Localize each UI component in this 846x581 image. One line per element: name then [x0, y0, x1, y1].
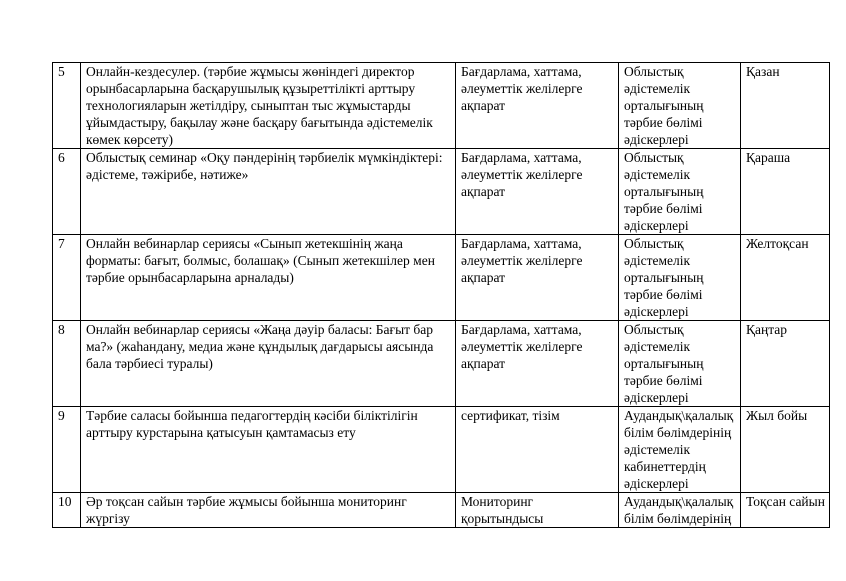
responsible-cell: Аудандық\қалалық білім бөлімдерінің әдістемелік кабинеттердің әдіскерлері — [619, 407, 741, 493]
responsible-cell: Облыстық әдістемелік орталығының тәрбие бөлімі әдіскерлері — [619, 149, 741, 235]
table-row — [53, 407, 830, 493]
responsible-cell: Облыстық әдістемелік орталығының тәрбие бөлімі әдіскерлері — [619, 63, 741, 149]
plan-table — [52, 62, 830, 528]
form-cell: Мониторинг қорытындысы — [456, 493, 619, 528]
table-row — [53, 235, 830, 321]
activity-cell: Тәрбие саласы бойынша педагогтердің кәсіби біліктілігін арттыру курстарына қатысуын қамтамасыз ету — [81, 407, 456, 493]
row-number: 8 — [53, 321, 81, 407]
table-row — [53, 63, 830, 149]
activity-cell: Әр тоқсан сайын тәрбие жұмысы бойынша мониторинг жүргізу — [81, 493, 456, 528]
responsible-cell: Аудандық\қалалық білім бөлімдерінің — [619, 493, 741, 528]
row-number: 6 — [53, 149, 81, 235]
table-row — [53, 149, 830, 235]
form-cell: Бағдарлама, хаттама, әлеуметтік желілерге ақпарат — [456, 149, 619, 235]
form-cell: сертификат, тізім — [456, 407, 619, 493]
row-number: 10 — [53, 493, 81, 528]
responsible-cell: Облыстық әдістемелік орталығының тәрбие бөлімі әдіскерлері — [619, 235, 741, 321]
form-cell: Бағдарлама, хаттама, әлеуметтік желілерге ақпарат — [456, 63, 619, 149]
term-cell: Қараша — [741, 149, 830, 235]
activity-cell: Облыстық семинар «Оқу пәндерінің тәрбиелік мүмкіндіктері: әдістеме, тәжірибе, нәтиже» — [81, 149, 456, 235]
responsible-cell: Облыстық әдістемелік орталығының тәрбие бөлімі әдіскерлері — [619, 321, 741, 407]
activity-cell: Онлайн-кездесулер. (тәрбие жұмысы жөніндегі директор орынбасарларына басқарушылық құзыреттілікті арттыру технологияларын жетілдіру, сыныптан тыс жұмыстарды ұйымдастыру, бақылау және басқару бағытында әдістемелік көмек көрсету) — [81, 63, 456, 149]
term-cell: Желтоқсан — [741, 235, 830, 321]
row-number: 5 — [53, 63, 81, 149]
term-cell: Қазан — [741, 63, 830, 149]
row-number: 7 — [53, 235, 81, 321]
table-row — [53, 321, 830, 407]
term-cell: Тоқсан сайын — [741, 493, 830, 528]
term-cell: Жыл бойы — [741, 407, 830, 493]
row-number: 9 — [53, 407, 81, 493]
activity-cell: Онлайн вебинарлар сериясы «Сынып жетекшінің жаңа форматы: бағыт, болмыс, болашақ» (Сынып жетекшілер мен тәрбие орынбасарларына арналады) — [81, 235, 456, 321]
term-cell: Қаңтар — [741, 321, 830, 407]
form-cell: Бағдарлама, хаттама, әлеуметтік желілерге ақпарат — [456, 321, 619, 407]
form-cell: Бағдарлама, хаттама, әлеуметтік желілерге ақпарат — [456, 235, 619, 321]
activity-cell: Онлайн вебинарлар сериясы «Жаңа дәуір баласы: Бағыт бар ма?» (жаһандану, медиа және құндылық дағдарысы аясында бала тәрбиесі туралы) — [81, 321, 456, 407]
table-row — [53, 493, 830, 528]
